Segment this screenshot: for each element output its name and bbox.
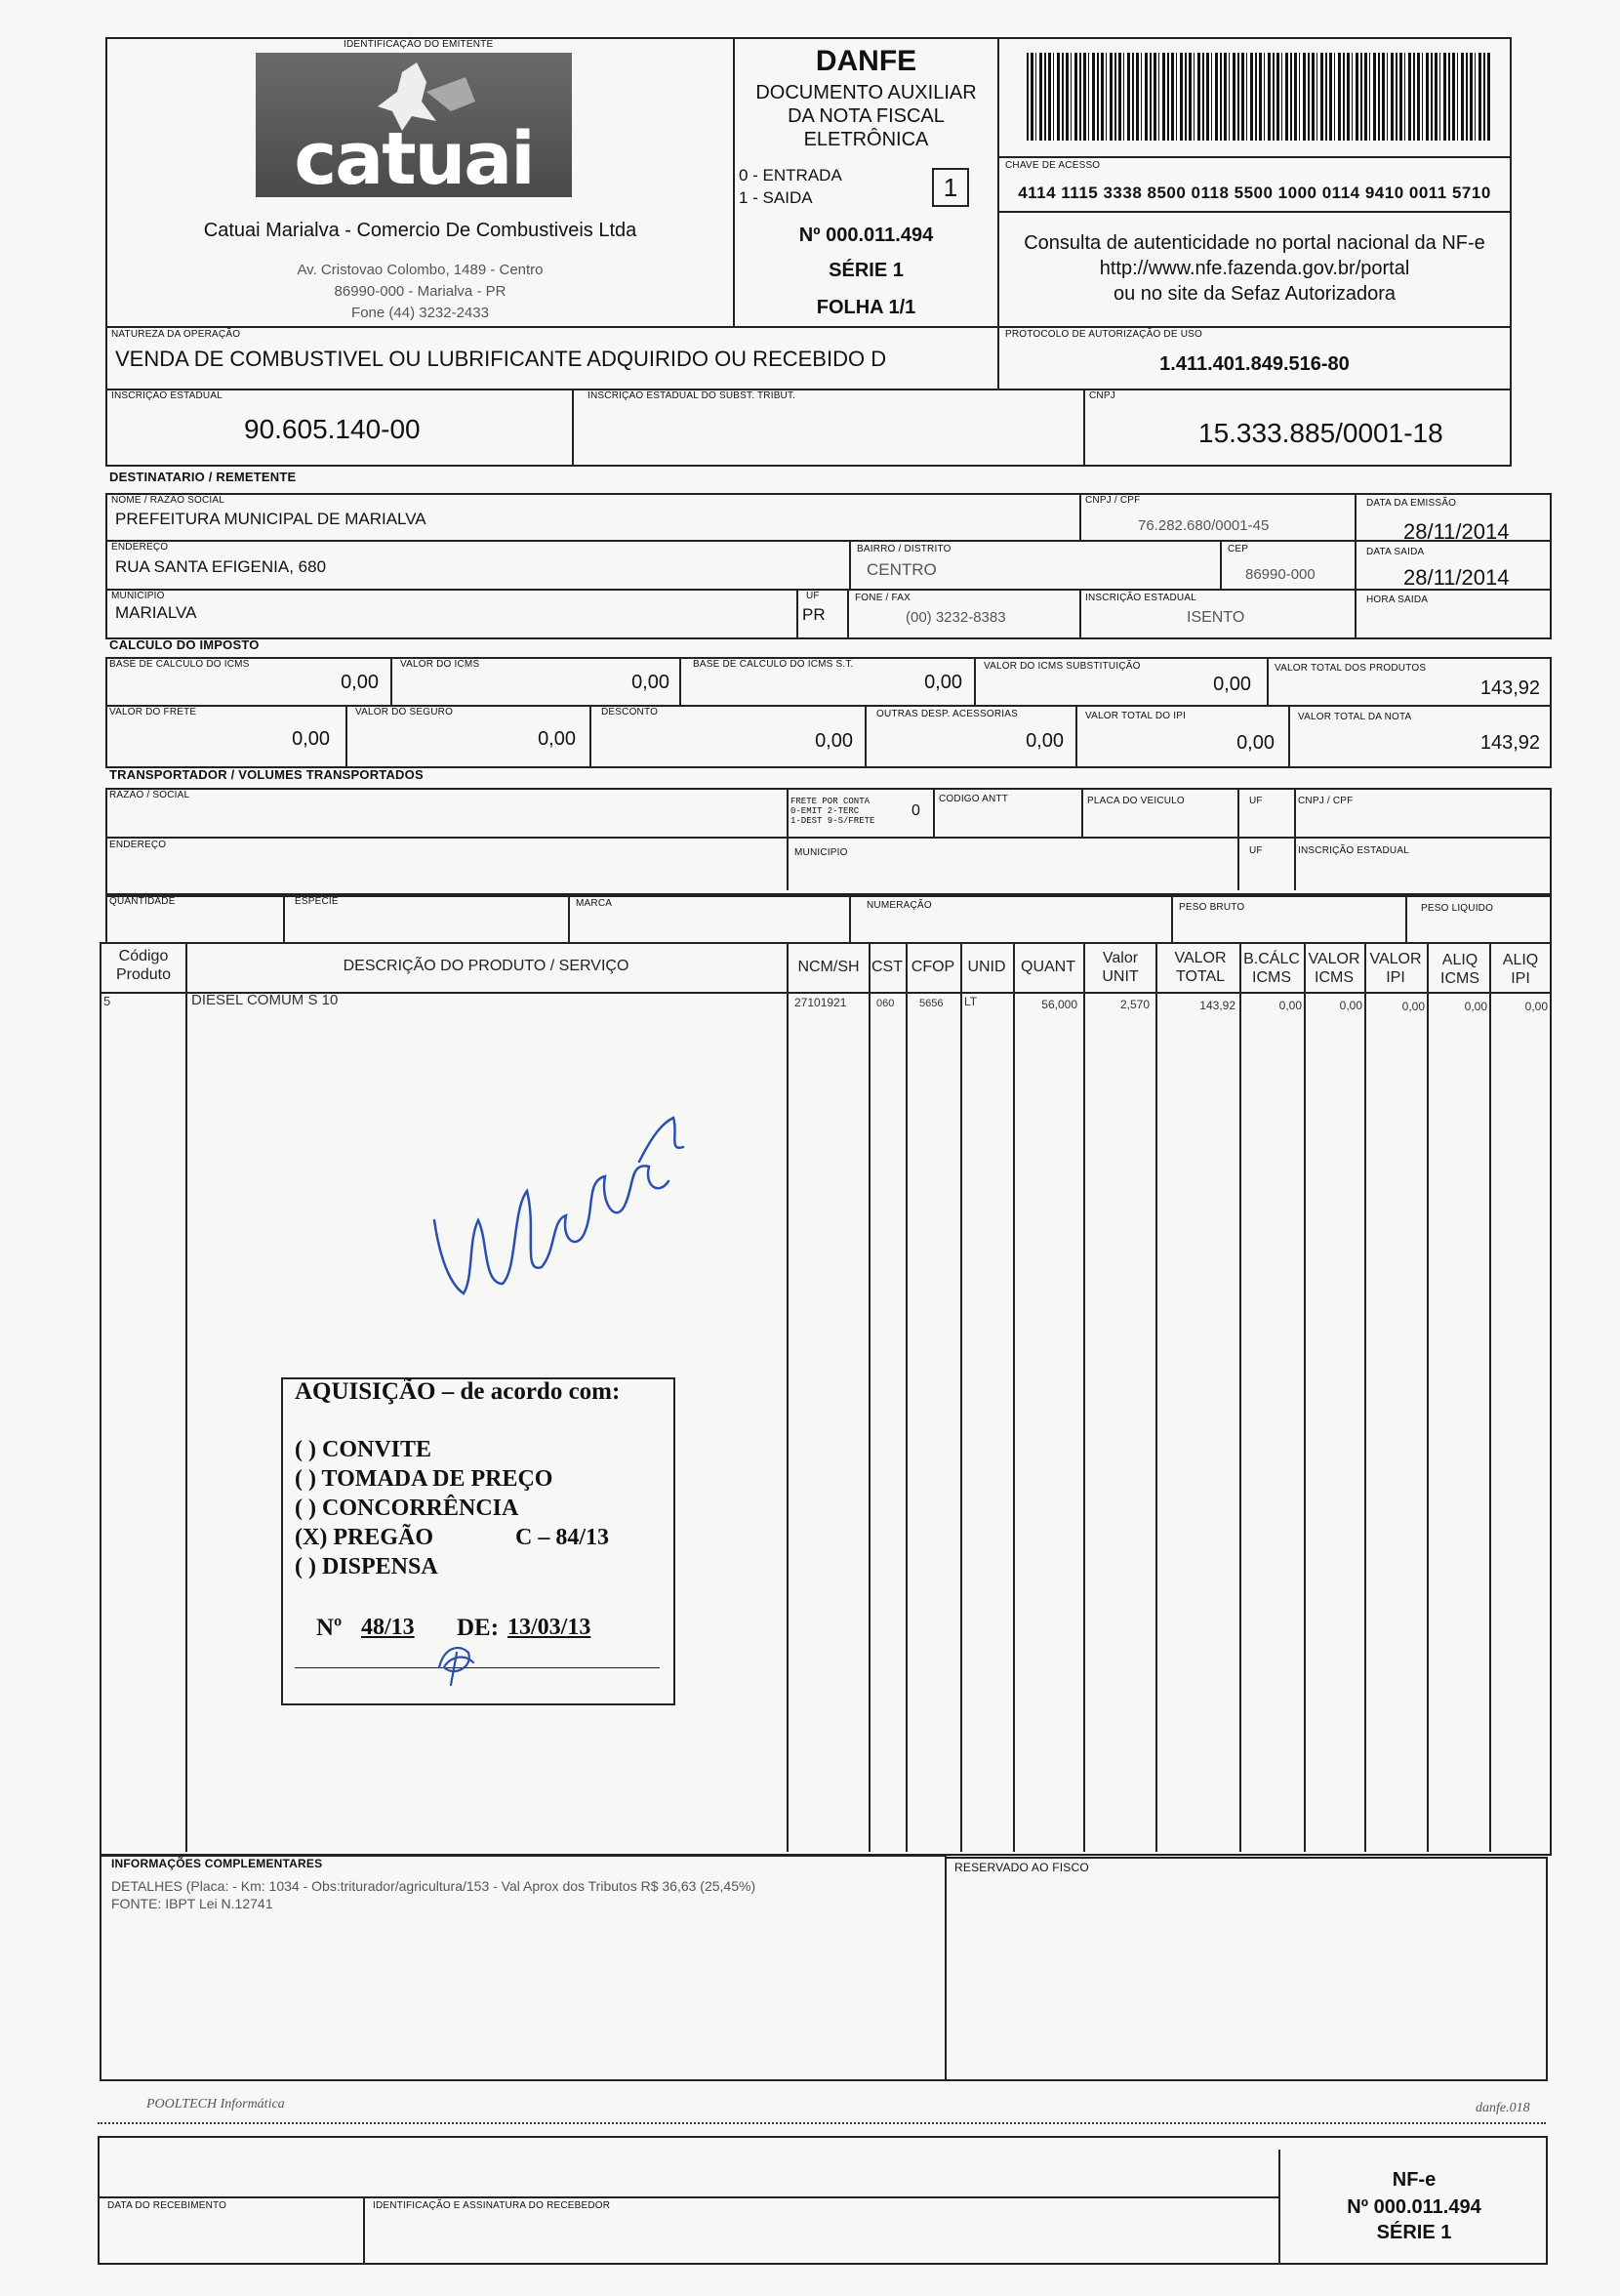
col-aipi: ALIQ IPI bbox=[1502, 952, 1539, 987]
vol-peso-liq-label: PESO LIQUIDO bbox=[1421, 903, 1494, 914]
barcode bbox=[1027, 53, 1491, 141]
dest-nome: PREFEITURA MUNICIPAL DE MARIALVA bbox=[115, 510, 426, 528]
total-nota: 143,92 bbox=[1479, 732, 1540, 754]
transp-uf2-label: UF bbox=[1249, 845, 1263, 856]
company-cep-city: 86990-000 - Marialva - PR bbox=[334, 283, 506, 300]
stamp-numero-prefix: Nº bbox=[316, 1615, 343, 1641]
transp-frete-line-1: FRETE POR CONTA bbox=[790, 797, 871, 806]
canhoto-data-label: DATA DO RECEBIMENTO bbox=[107, 2200, 227, 2211]
vol-especie-label: ESPECIE bbox=[295, 896, 339, 907]
protocolo-value: 1.411.401.849.516-80 bbox=[1159, 353, 1350, 375]
valor-icms: 0,00 bbox=[631, 672, 669, 693]
dest-cep: 86990-000 bbox=[1245, 566, 1316, 583]
col-codigo: Código Produto bbox=[115, 948, 172, 983]
ipi: 0,00 bbox=[1236, 732, 1275, 754]
natureza-label: NATUREZA DA OPERAÇÃO bbox=[111, 329, 241, 340]
canhoto-ident-label: IDENTIFICAÇÃO E ASSINATURA DO RECEBEDOR bbox=[373, 2200, 611, 2211]
stamp-dispensa: ( ) DISPENSA bbox=[295, 1554, 438, 1579]
danfe-saida: 1 - SAIDA bbox=[739, 188, 813, 207]
imposto-section: CALCULO DO IMPOSTO bbox=[109, 637, 260, 652]
desconto: 0,00 bbox=[815, 730, 853, 752]
handwritten-signature bbox=[420, 1093, 712, 1308]
col-descricao: DESCRIÇÃO DO PRODUTO / SERVIÇO bbox=[343, 958, 629, 974]
vol-qtd-label: QUANTIDADE bbox=[109, 896, 176, 907]
dest-saida-label: DATA SAIDA bbox=[1366, 547, 1425, 557]
ie-label: INSCRIÇÃO ESTADUAL bbox=[111, 390, 223, 401]
dest-cnpj-label: CNPJ / CPF bbox=[1085, 495, 1141, 506]
seguro: 0,00 bbox=[538, 728, 576, 750]
danfe-numero: Nº 000.011.494 bbox=[798, 225, 934, 246]
dest-uf: PR bbox=[802, 605, 826, 624]
desconto-label: DESCONTO bbox=[601, 707, 659, 718]
transp-municipio-label: MUNICIPIO bbox=[794, 847, 848, 858]
protocolo-label: PROTOCOLO DE AUTORIZAÇÃO DE USO bbox=[1005, 329, 1202, 340]
row-vunit: 2,570 bbox=[1119, 998, 1150, 1011]
stamp-pregao-ref: C – 84/13 bbox=[515, 1525, 609, 1550]
danfe-title: DANFE bbox=[815, 45, 917, 77]
danfe-entrada: 0 - ENTRADA bbox=[739, 166, 842, 184]
dest-ie-label: INSCRIÇÃO ESTADUAL bbox=[1085, 593, 1196, 603]
col-vtotal: VALOR TOTAL bbox=[1174, 950, 1227, 985]
col-quant: QUANT bbox=[1021, 959, 1075, 975]
software-credit: POOLTECH Informática bbox=[146, 2097, 285, 2112]
valor-st-label: VALOR DO ICMS SUBSTITUIÇÃO bbox=[984, 661, 1141, 672]
cut-line bbox=[98, 2122, 1546, 2124]
dest-cnpj: 76.282.680/0001-45 bbox=[1138, 517, 1270, 534]
ie-value: 90.605.140-00 bbox=[244, 414, 421, 444]
ie-st-label: INSCRIÇÃO ESTADUAL DO SUBST. TRIBUT. bbox=[587, 390, 796, 401]
fisco-label: RESERVADO AO FISCO bbox=[954, 1861, 1089, 1874]
stamp-data-prefix: DE: bbox=[457, 1615, 500, 1641]
col-cfop: CFOP bbox=[911, 959, 955, 975]
consulta-line-3: ou no site da Sefaz Autorizadora bbox=[1113, 283, 1397, 305]
stamp-convite: ( ) CONVITE bbox=[295, 1437, 432, 1462]
company-logo bbox=[256, 53, 572, 201]
stamp-tomada: ( ) TOMADA DE PREÇO bbox=[295, 1466, 553, 1492]
dest-hora-label: HORA SAIDA bbox=[1366, 594, 1429, 605]
dest-endereco-label: ENDEREÇO bbox=[111, 542, 169, 553]
dest-municipio: MARIALVA bbox=[115, 603, 197, 622]
row-codigo: 5 bbox=[103, 994, 111, 1008]
dest-emissao-label: DATA DA EMISSÃO bbox=[1366, 498, 1457, 509]
stamp-initials bbox=[429, 1638, 488, 1687]
transp-frete-value: 0 bbox=[911, 802, 920, 819]
dest-fone: (00) 3232-8383 bbox=[906, 609, 1006, 626]
dest-nome-label: NOME / RAZÃO SOCIAL bbox=[111, 495, 225, 506]
row-ncm: 27101921 bbox=[794, 996, 847, 1009]
col-ncm: NCM/SH bbox=[797, 959, 860, 975]
total-nota-label: VALOR TOTAL DA NOTA bbox=[1298, 712, 1412, 722]
destinatario-section: DESTINATARIO / REMETENTE bbox=[109, 470, 297, 484]
consulta-line-1: Consulta de autenticidade no portal nacional da NF-e bbox=[1024, 232, 1485, 254]
row-cst: 060 bbox=[876, 998, 895, 1009]
vol-numeracao-label: NUMERAÇÃO bbox=[867, 900, 932, 911]
canhoto-numero: Nº 000.011.494 bbox=[1347, 2196, 1481, 2218]
base-st-label: BASE DE CALCULO DO ICMS S.T. bbox=[693, 659, 854, 670]
col-cst: CST bbox=[871, 959, 903, 975]
total-prod: 143,92 bbox=[1479, 677, 1540, 699]
col-vipi: VALOR IPI bbox=[1369, 951, 1422, 986]
row-cfop: 5656 bbox=[919, 998, 944, 1009]
chave-label: CHAVE DE ACESSO bbox=[1005, 160, 1101, 171]
row-vtotal: 143,92 bbox=[1199, 999, 1235, 1012]
danfe-subtitle-3: ELETRÔNICA bbox=[803, 129, 929, 150]
dest-emissao: 28/11/2014 bbox=[1403, 519, 1510, 544]
stamp-title: AQUISIÇÃO – de acordo com: bbox=[295, 1378, 621, 1405]
col-aicms: ALIQ ICMS bbox=[1440, 952, 1479, 987]
col-vicms: VALOR ICMS bbox=[1308, 951, 1360, 986]
valor-st: 0,00 bbox=[1213, 674, 1251, 695]
row-unid: LT bbox=[964, 995, 978, 1008]
danfe-serie: SÉRIE 1 bbox=[829, 260, 904, 281]
dest-fone-label: FONE / FAX bbox=[855, 593, 911, 603]
fisco-box bbox=[945, 1857, 1548, 2081]
dest-endereco: RUA SANTA EFIGENIA, 680 bbox=[115, 557, 327, 576]
transportador-section: TRANSPORTADOR / VOLUMES TRANSPORTADOS bbox=[109, 767, 424, 782]
frete: 0,00 bbox=[292, 728, 330, 750]
danfe-folha: FOLHA 1/1 bbox=[816, 297, 916, 318]
natureza-value: VENDA DE COMBUSTIVEL OU LUBRIFICANTE ADQUIRIDO OU RECEBIDO D bbox=[115, 347, 887, 371]
base-st: 0,00 bbox=[924, 672, 962, 693]
company-name: Catuai Marialva - Comercio De Combustiveis Ltda bbox=[203, 220, 637, 241]
dest-saida: 28/11/2014 bbox=[1403, 565, 1510, 590]
danfe-subtitle-1: DOCUMENTO AUXILIAR bbox=[755, 82, 977, 103]
company-phone: Fone (44) 3232-2433 bbox=[351, 305, 489, 321]
outras: 0,00 bbox=[1026, 730, 1064, 752]
transp-frete-line-3: 1-DEST 9-S/FRETE bbox=[790, 816, 875, 826]
transp-uf-label: UF bbox=[1249, 796, 1263, 806]
info-line-2: FONTE: IBPT Lei N.12741 bbox=[111, 1896, 273, 1911]
col-bcalc: B.CÁLC ICMS bbox=[1243, 951, 1300, 986]
seguro-label: VALOR DO SEGURO bbox=[355, 707, 454, 718]
dest-uf-label: UF bbox=[806, 591, 820, 601]
row-vicms: 0,00 bbox=[1339, 999, 1362, 1012]
base-icms-label: BASE DE CALCULO DO ICMS bbox=[109, 659, 250, 670]
row-quant: 56,000 bbox=[1041, 998, 1077, 1011]
dest-cep-label: CEP bbox=[1228, 544, 1249, 554]
row-vipi: 0,00 bbox=[1401, 1000, 1425, 1013]
col-vunit: Valor UNIT bbox=[1102, 950, 1139, 985]
transp-razao-label: RAZÃO / SOCIAL bbox=[109, 790, 190, 800]
emitente-section-label: IDENTIFICAÇÃO DO EMITENTE bbox=[344, 39, 494, 50]
stamp-data: 13/03/13 bbox=[507, 1615, 591, 1640]
row-bcalc: 0,00 bbox=[1278, 999, 1302, 1012]
transp-cnpj-label: CNPJ / CPF bbox=[1298, 796, 1354, 806]
base-icms: 0,00 bbox=[341, 672, 379, 693]
cnpj-label: CNPJ bbox=[1089, 390, 1115, 401]
logo-text: catuai bbox=[294, 117, 534, 201]
canhoto-serie: SÉRIE 1 bbox=[1376, 2222, 1452, 2243]
transp-placa-label: PLACA DO VEICULO bbox=[1087, 796, 1185, 806]
transp-endereco-label: ENDEREÇO bbox=[109, 840, 167, 850]
col-unid: UNID bbox=[967, 959, 1006, 975]
row-aicms: 0,00 bbox=[1464, 1000, 1487, 1013]
row-aipi: 0,00 bbox=[1524, 1000, 1548, 1013]
info-label: INFORMAÇÕES COMPLEMENTARES bbox=[111, 1857, 323, 1870]
vol-marca-label: MARCA bbox=[576, 898, 613, 909]
frete-label: VALOR DO FRETE bbox=[109, 707, 197, 718]
stamp-pregao: (X) PREGÃO bbox=[295, 1525, 433, 1550]
valor-icms-label: VALOR DO ICMS bbox=[400, 659, 480, 670]
dest-municipio-label: MUNICIPIO bbox=[111, 591, 165, 601]
transp-frete-line-2: 0-EMIT 2-TERC bbox=[790, 806, 860, 816]
row-descricao: DIESEL COMUM S 10 bbox=[191, 992, 339, 1008]
transp-antt-label: CODIGO ANTT bbox=[939, 794, 1009, 804]
vol-peso-bruto-label: PESO BRUTO bbox=[1179, 902, 1245, 913]
stamp-concorrencia: ( ) CONCORRÊNCIA bbox=[295, 1496, 519, 1521]
total-prod-label: VALOR TOTAL DOS PRODUTOS bbox=[1275, 663, 1427, 674]
dest-bairro: CENTRO bbox=[867, 560, 937, 579]
cnpj-value: 15.333.885/0001-18 bbox=[1198, 418, 1443, 448]
danfe-subtitle-2: DA NOTA FISCAL bbox=[788, 105, 945, 127]
danfe-tipo-box: 1 bbox=[932, 168, 969, 207]
dest-bairro-label: BAIRRO / DISTRITO bbox=[857, 544, 952, 554]
stamp-numero: 48/13 bbox=[361, 1615, 415, 1640]
ipi-label: VALOR TOTAL DO IPI bbox=[1085, 711, 1187, 721]
chave-value: 4114 1115 3338 8500 0118 5500 1000 0114 9410 0011 5710 bbox=[1018, 184, 1491, 202]
consulta-line-2: http://www.nfe.fazenda.gov.br/portal bbox=[1099, 258, 1410, 279]
form-code: danfe.018 bbox=[1476, 2101, 1530, 2115]
canhoto-nfe: NF-e bbox=[1392, 2169, 1437, 2191]
company-address: Av. Cristovao Colombo, 1489 - Centro bbox=[297, 262, 544, 278]
dest-ie: ISENTO bbox=[1187, 609, 1245, 626]
transp-ie-label: INSCRIÇÃO ESTADUAL bbox=[1298, 845, 1409, 856]
outras-label: OUTRAS DESP. ACESSORIAS bbox=[876, 709, 1019, 719]
info-line-1: DETALHES (Placa: - Km: 1034 - Obs:triturador/agricultura/153 - Val Aprox dos Tributos R$ 36,63 (25,45%) bbox=[111, 1878, 756, 1894]
